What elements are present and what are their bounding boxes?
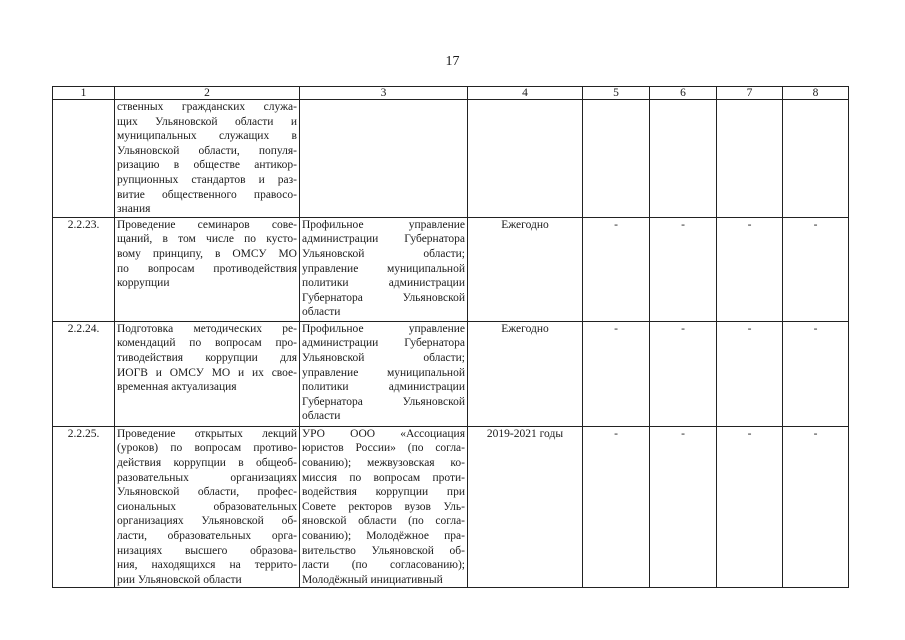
cell-line: Подготовка методических ре- [117,322,297,335]
cell-line: Профильное управление [302,218,465,231]
action-text [115,426,300,588]
responsible-text [300,217,468,321]
header-col-1: 1 [53,87,115,100]
responsible-text [300,100,468,218]
responsible-text [300,321,468,426]
cell-line: Ульяновской области; [302,247,465,260]
cell-line: области [302,410,341,423]
cell-line: управление муниципальной [302,366,465,379]
cell-line: щих Ульяновской области и [117,115,297,128]
col5-cell: - [583,321,650,426]
cell-line: муниципальных служащих в [117,130,297,143]
col7-cell: - [717,217,783,321]
cell-line: вительство Ульяновской об- [302,544,465,557]
cell-line: ризацию в обществе антикор- [117,159,297,172]
action-text [115,321,300,426]
col6-cell: - [650,321,717,426]
header-col-2: 2 [115,87,300,100]
cell-line: вому принципу, в ОМСУ МО [117,247,297,260]
item-number [53,100,115,218]
cell-line: действия коррупции в общеоб- [117,456,297,469]
cell-line: Губернатора Ульяновской [302,291,465,304]
col5-cell: - [583,426,650,588]
cell-line: миссия по вопросам проти- [302,471,465,484]
col7-cell [717,100,783,218]
cell-line: рупционных стандартов и раз- [117,173,297,186]
col5-cell [583,100,650,218]
header-col-5: 5 [583,87,650,100]
header-row [53,87,849,100]
table-row [53,426,849,588]
col8-cell: - [783,217,849,321]
cell-line: по вопросам противодействия [117,262,297,275]
cell-line: Ульяновской области, профес- [117,486,297,499]
term-cell [468,100,583,218]
cell-line: низациях высшего образова- [117,544,297,557]
cell-line: щаний, в том числе по кусто- [117,233,297,246]
cell-line: комендаций по вопросам про- [117,337,297,350]
cell-line: политики администрации [302,277,465,290]
cell-line: тиводействия коррупции для [117,351,297,364]
cell-line: ИОГВ и ОМСУ МО и их свое- [117,366,297,379]
table-row [53,100,849,218]
cell-line: юристов России» (по согла- [302,442,465,455]
header-col-3: 3 [300,87,468,100]
table-row [53,321,849,426]
col8-cell: - [783,321,849,426]
col7-cell: - [717,321,783,426]
col8-cell: - [783,426,849,588]
action-text [115,217,300,321]
cell-line: Ульяновской области; [302,351,465,364]
header-col-6: 6 [650,87,717,100]
action-text [115,100,300,218]
item-number: 2.2.23. [53,217,115,321]
cell-line: администрации Губернатора [302,337,465,350]
cell-line: (уроков) по вопросам противо- [117,442,297,455]
cell-line: Проведение семинаров сове- [117,218,297,231]
cell-line: рии Ульяновской области [117,573,242,586]
cell-line: Совете ректоров вузов Уль- [302,500,465,513]
col8-cell [783,100,849,218]
plan-table [52,86,849,588]
col5-cell: - [583,217,650,321]
col6-cell [650,100,717,218]
cell-line: администрации Губернатора [302,233,465,246]
cell-line: ласти, образовательных орга- [117,529,297,542]
cell-line: Ульяновской области, популя- [117,144,297,157]
page-number: 17 [445,54,460,69]
term-cell: Ежегодно [468,217,583,321]
cell-line: ласти (по согласованию); [302,559,465,572]
cell-line: Молодёжный инициативный [302,573,443,586]
cell-line: яновской области (по согла- [302,515,465,528]
cell-line: организациях Ульяновской об- [117,515,297,528]
cell-line: водействия коррупции при [302,486,465,499]
cell-line: Проведение открытых лекций [117,427,297,440]
cell-line: сиональных образовательных [117,500,297,513]
term-cell: Ежегодно [468,321,583,426]
col6-cell: - [650,426,717,588]
header-col-8: 8 [783,87,849,100]
cell-line: сованию); межвузовская ко- [302,456,465,469]
cell-line: области [302,306,341,319]
cell-line: УРО ООО «Ассоциация [302,427,465,440]
header-col-4: 4 [468,87,583,100]
term-cell: 2019-2021 годы [468,426,583,588]
item-number: 2.2.24. [53,321,115,426]
cell-line: сованию); Молодёжное пра- [302,529,465,542]
header-col-7: 7 [717,87,783,100]
cell-line: ния, находящихся на террито- [117,559,297,572]
cell-line: коррупции [117,277,170,290]
item-number: 2.2.25. [53,426,115,588]
cell-line: Губернатора Ульяновской [302,395,465,408]
col6-cell: - [650,217,717,321]
responsible-text [300,426,468,588]
cell-line: политики администрации [302,381,465,394]
table-row [53,217,849,321]
cell-line: знания [117,203,151,216]
col7-cell: - [717,426,783,588]
cell-line: управление муниципальной [302,262,465,275]
cell-line: ственных гражданских служа- [117,101,297,113]
cell-line: временная актуализация [117,381,237,394]
cell-line: витие общественного правосо- [117,188,297,201]
cell-line: Профильное управление [302,322,465,335]
cell-line: разовательных организациях [117,471,297,484]
